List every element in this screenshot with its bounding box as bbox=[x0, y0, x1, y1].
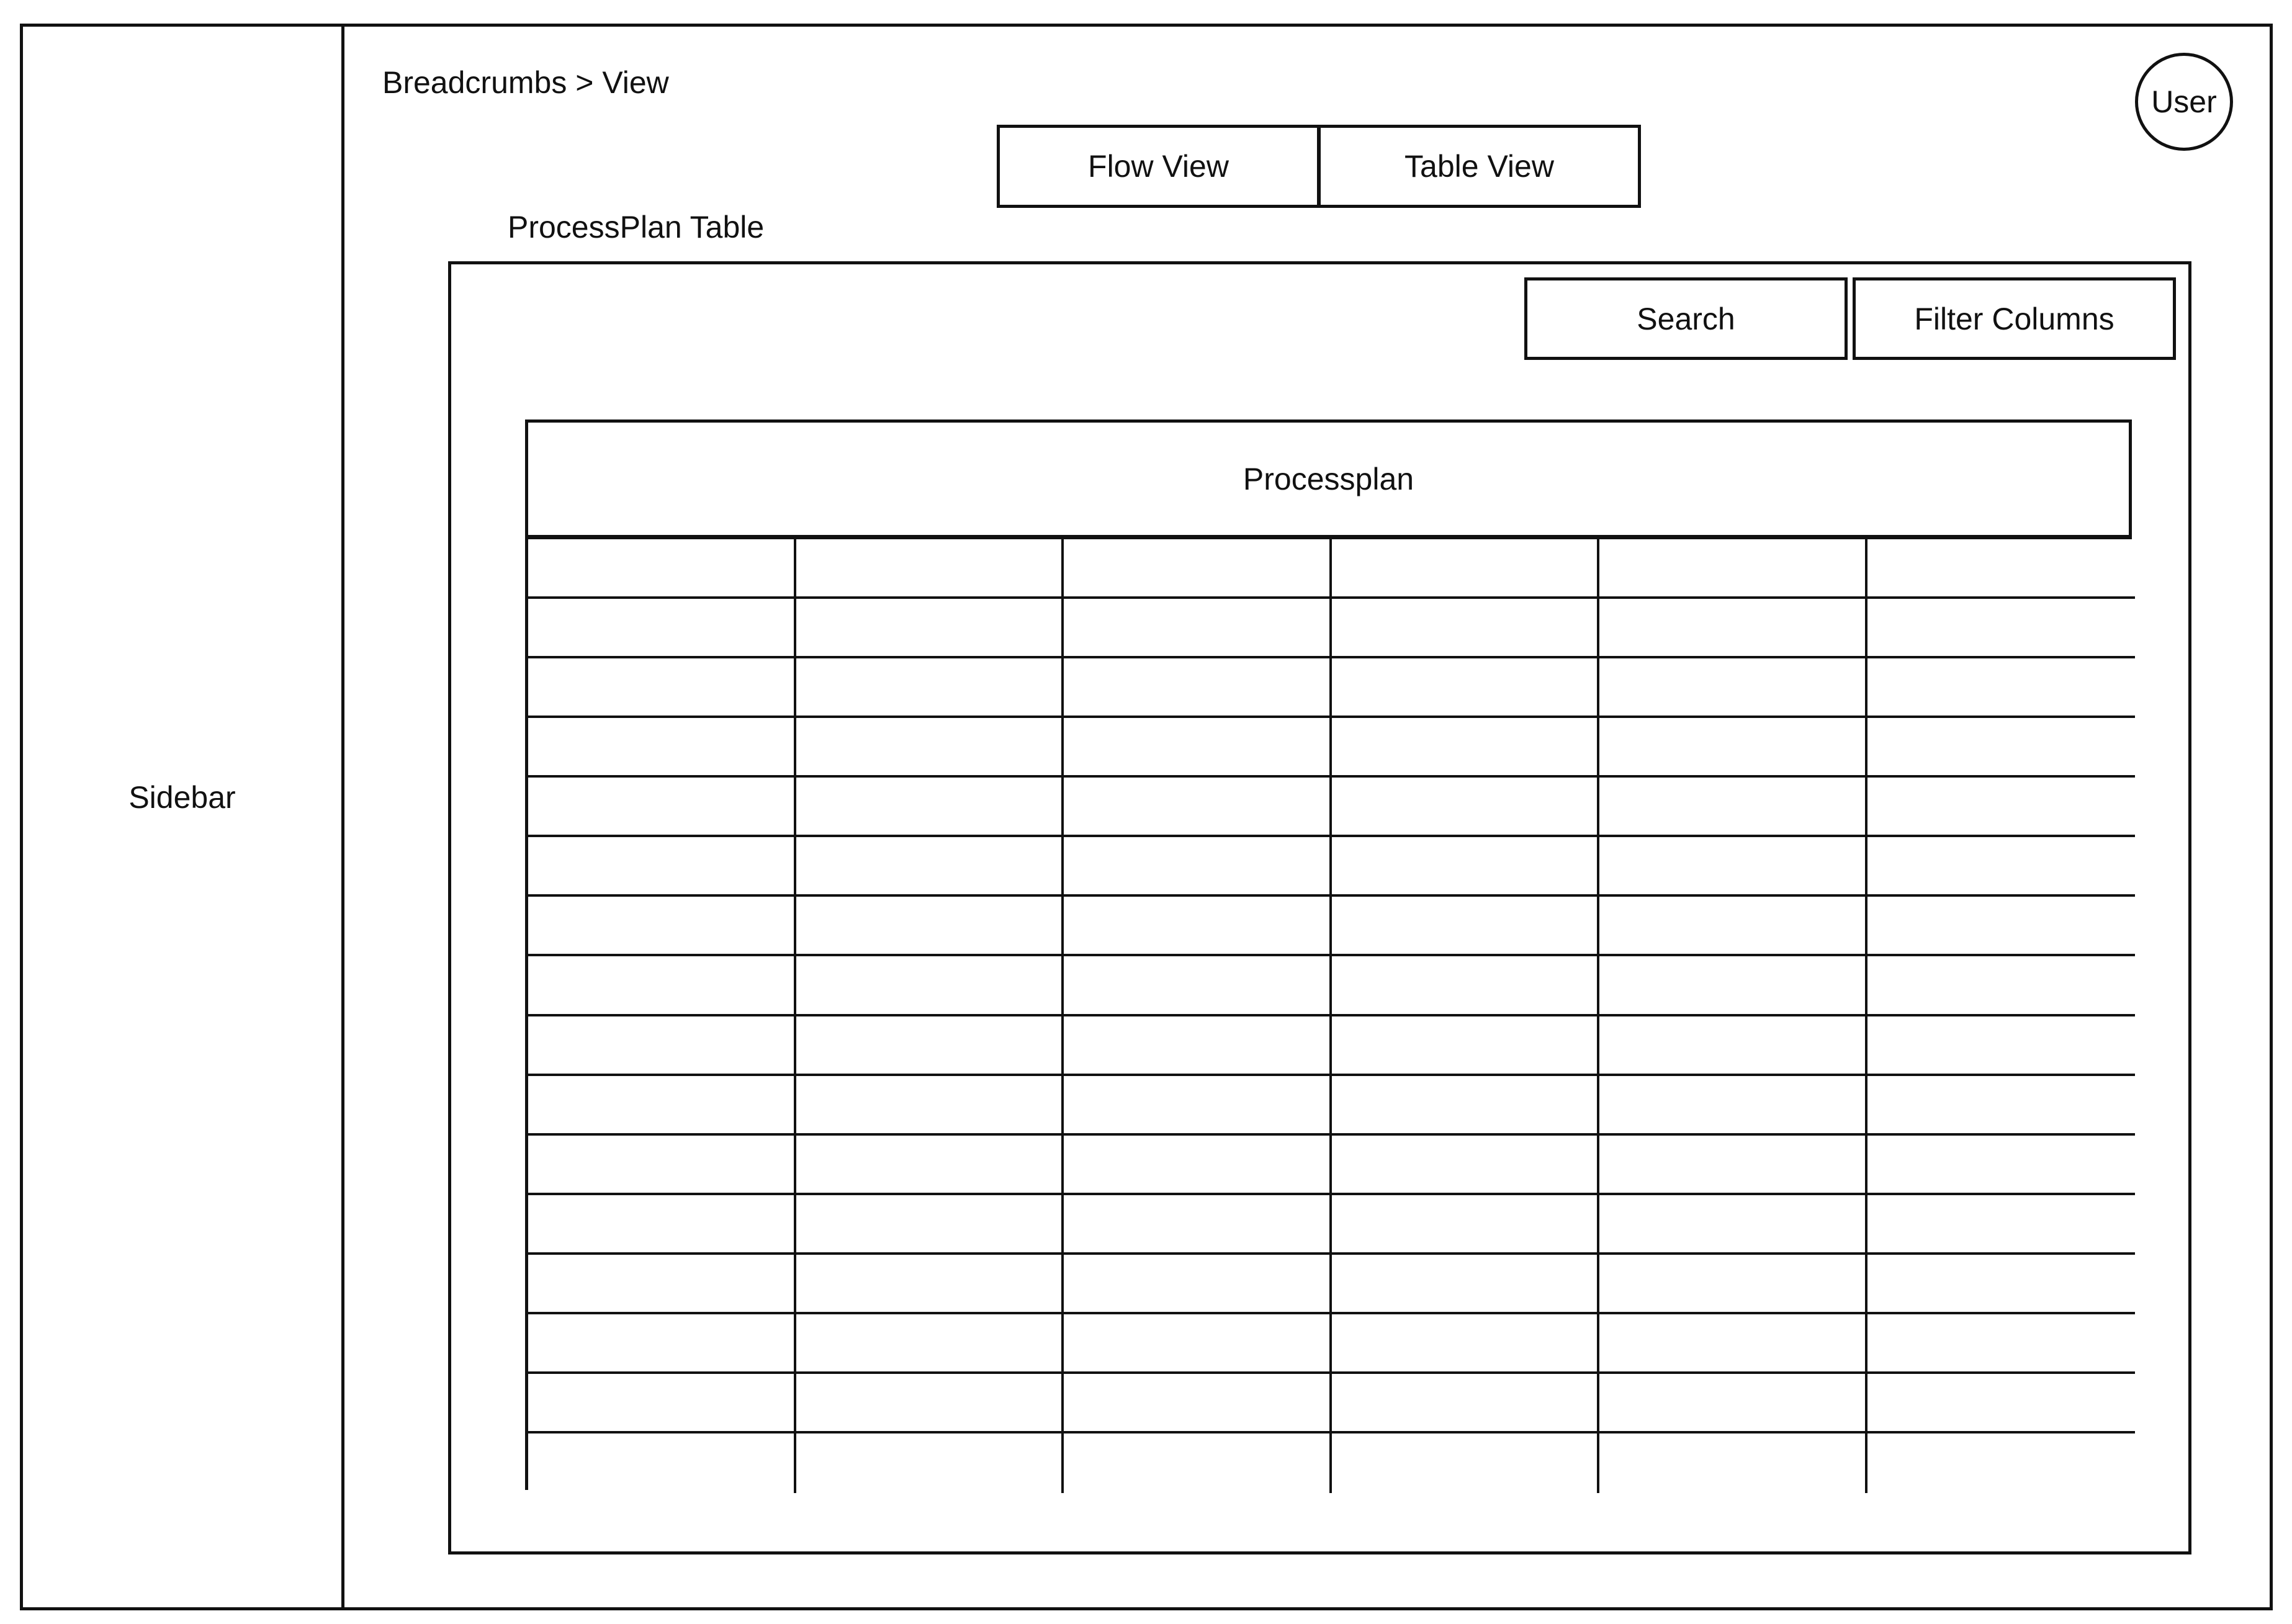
table-cell bbox=[1867, 897, 2136, 956]
table-row bbox=[528, 599, 2135, 658]
table-cell bbox=[796, 1136, 1064, 1195]
table-cell bbox=[1332, 956, 1600, 1016]
table-row bbox=[528, 1136, 2135, 1195]
table-cell bbox=[1599, 599, 1867, 658]
table-cell bbox=[1332, 837, 1600, 897]
table-cell bbox=[1867, 1433, 2136, 1493]
table-cell bbox=[1599, 1136, 1867, 1195]
table-cell bbox=[528, 1016, 796, 1076]
table-caption: Processplan bbox=[1243, 461, 1414, 496]
table-cell bbox=[1599, 837, 1867, 897]
data-table bbox=[525, 536, 2132, 1490]
table-cell bbox=[1064, 1136, 1332, 1195]
table-cell bbox=[796, 1076, 1064, 1136]
table-cell bbox=[1867, 599, 2136, 658]
table-cell bbox=[1064, 718, 1332, 778]
table-row bbox=[528, 658, 2135, 718]
table-cell bbox=[528, 1255, 796, 1314]
table-cell bbox=[528, 778, 796, 837]
table-cell bbox=[1867, 1076, 2136, 1136]
table-cell bbox=[528, 539, 796, 599]
user-avatar[interactable]: User bbox=[2135, 53, 2233, 151]
table-row bbox=[528, 718, 2135, 778]
search-button[interactable]: Search bbox=[1524, 277, 1848, 360]
breadcrumb[interactable]: Breadcrumbs > View bbox=[382, 65, 669, 100]
table-row bbox=[528, 1374, 2135, 1433]
table-cell bbox=[796, 1195, 1064, 1255]
table-cell bbox=[1064, 1076, 1332, 1136]
table-cell bbox=[1332, 1136, 1600, 1195]
table-row bbox=[528, 837, 2135, 897]
table-cell bbox=[528, 1195, 796, 1255]
table-row bbox=[528, 539, 2135, 599]
table-cell bbox=[1599, 1374, 1867, 1433]
table-cell bbox=[1332, 1433, 1600, 1493]
table-cell bbox=[1332, 1195, 1600, 1255]
table-cell bbox=[528, 718, 796, 778]
table-cell bbox=[528, 837, 796, 897]
table-cell bbox=[796, 599, 1064, 658]
table-cell bbox=[1332, 778, 1600, 837]
table-row bbox=[528, 778, 2135, 837]
table-cell bbox=[1599, 1195, 1867, 1255]
table-row bbox=[528, 1255, 2135, 1314]
table-cell bbox=[528, 1076, 796, 1136]
table-row bbox=[528, 897, 2135, 956]
table-cell bbox=[1064, 778, 1332, 837]
table-cell bbox=[1867, 1195, 2136, 1255]
table-cell bbox=[1599, 1076, 1867, 1136]
table-cell bbox=[1064, 1433, 1332, 1493]
section-title: ProcessPlan Table bbox=[508, 210, 765, 244]
table-cell bbox=[1599, 897, 1867, 956]
flow-view-button[interactable]: Flow View bbox=[997, 125, 1320, 208]
table-cell bbox=[1332, 599, 1600, 658]
table-cell bbox=[1599, 1433, 1867, 1493]
table-cell bbox=[1064, 1314, 1332, 1374]
table-cell bbox=[1332, 1076, 1600, 1136]
table-cell bbox=[528, 599, 796, 658]
table-cell bbox=[1064, 837, 1332, 897]
table-cell bbox=[796, 1314, 1064, 1374]
table-cell bbox=[1867, 1314, 2136, 1374]
table-cell bbox=[796, 658, 1064, 718]
table-cell bbox=[1332, 718, 1600, 778]
table-cell bbox=[1064, 1374, 1332, 1433]
table-cell bbox=[1599, 956, 1867, 1016]
table-cell bbox=[1332, 539, 1600, 599]
table-cell bbox=[1867, 778, 2136, 837]
table-cell bbox=[796, 718, 1064, 778]
table-cell bbox=[796, 1433, 1064, 1493]
table-cell bbox=[1867, 1016, 2136, 1076]
table-cell bbox=[1064, 1016, 1332, 1076]
table-row bbox=[528, 1433, 2135, 1493]
table-cell bbox=[1599, 658, 1867, 718]
table-cell bbox=[1599, 718, 1867, 778]
table-cell bbox=[796, 897, 1064, 956]
table-cell bbox=[1332, 658, 1600, 718]
table-cell bbox=[528, 956, 796, 1016]
table-cell bbox=[1867, 1136, 2136, 1195]
table-row bbox=[528, 1314, 2135, 1374]
table-cell bbox=[528, 1314, 796, 1374]
table-cell bbox=[1867, 658, 2136, 718]
table-cell bbox=[1599, 539, 1867, 599]
table-cell bbox=[1332, 1016, 1600, 1076]
table-cell bbox=[528, 658, 796, 718]
table-cell bbox=[796, 539, 1064, 599]
table-row bbox=[528, 956, 2135, 1016]
table-cell bbox=[1332, 1255, 1600, 1314]
table-cell bbox=[1064, 658, 1332, 718]
table-cell bbox=[1332, 897, 1600, 956]
table-cell bbox=[528, 897, 796, 956]
table-cell bbox=[1064, 539, 1332, 599]
table-row bbox=[528, 1195, 2135, 1255]
table-cell bbox=[1064, 1255, 1332, 1314]
table-cell bbox=[796, 778, 1064, 837]
table-cell bbox=[796, 837, 1064, 897]
table-cell bbox=[1867, 1255, 2136, 1314]
table-cell bbox=[796, 1016, 1064, 1076]
table-cell bbox=[1064, 956, 1332, 1016]
table-cell bbox=[1064, 599, 1332, 658]
table-cell bbox=[528, 1433, 796, 1493]
table-cell bbox=[1867, 539, 2136, 599]
table-cell bbox=[1064, 897, 1332, 956]
table-cell bbox=[1064, 1195, 1332, 1255]
table-cell bbox=[1867, 1374, 2136, 1433]
table-row bbox=[528, 1016, 2135, 1076]
table-cell bbox=[528, 1136, 796, 1195]
table-cell bbox=[1867, 956, 2136, 1016]
table-cell bbox=[796, 956, 1064, 1016]
table-cell bbox=[796, 1374, 1064, 1433]
table-cell bbox=[1867, 718, 2136, 778]
table-cell bbox=[528, 1374, 796, 1433]
table-cell bbox=[1332, 1374, 1600, 1433]
table-cell bbox=[1599, 1255, 1867, 1314]
table-cell bbox=[1332, 1314, 1600, 1374]
table-view-button[interactable]: Table View bbox=[1318, 125, 1641, 208]
table-cell bbox=[1599, 1016, 1867, 1076]
sidebar-label: Sidebar bbox=[128, 780, 236, 815]
filter-columns-button[interactable]: Filter Columns bbox=[1853, 277, 2176, 360]
table-cell bbox=[1599, 1314, 1867, 1374]
table-cell bbox=[796, 1255, 1064, 1314]
table-cell bbox=[1867, 837, 2136, 897]
table-row bbox=[528, 1076, 2135, 1136]
table-cell bbox=[1599, 778, 1867, 837]
